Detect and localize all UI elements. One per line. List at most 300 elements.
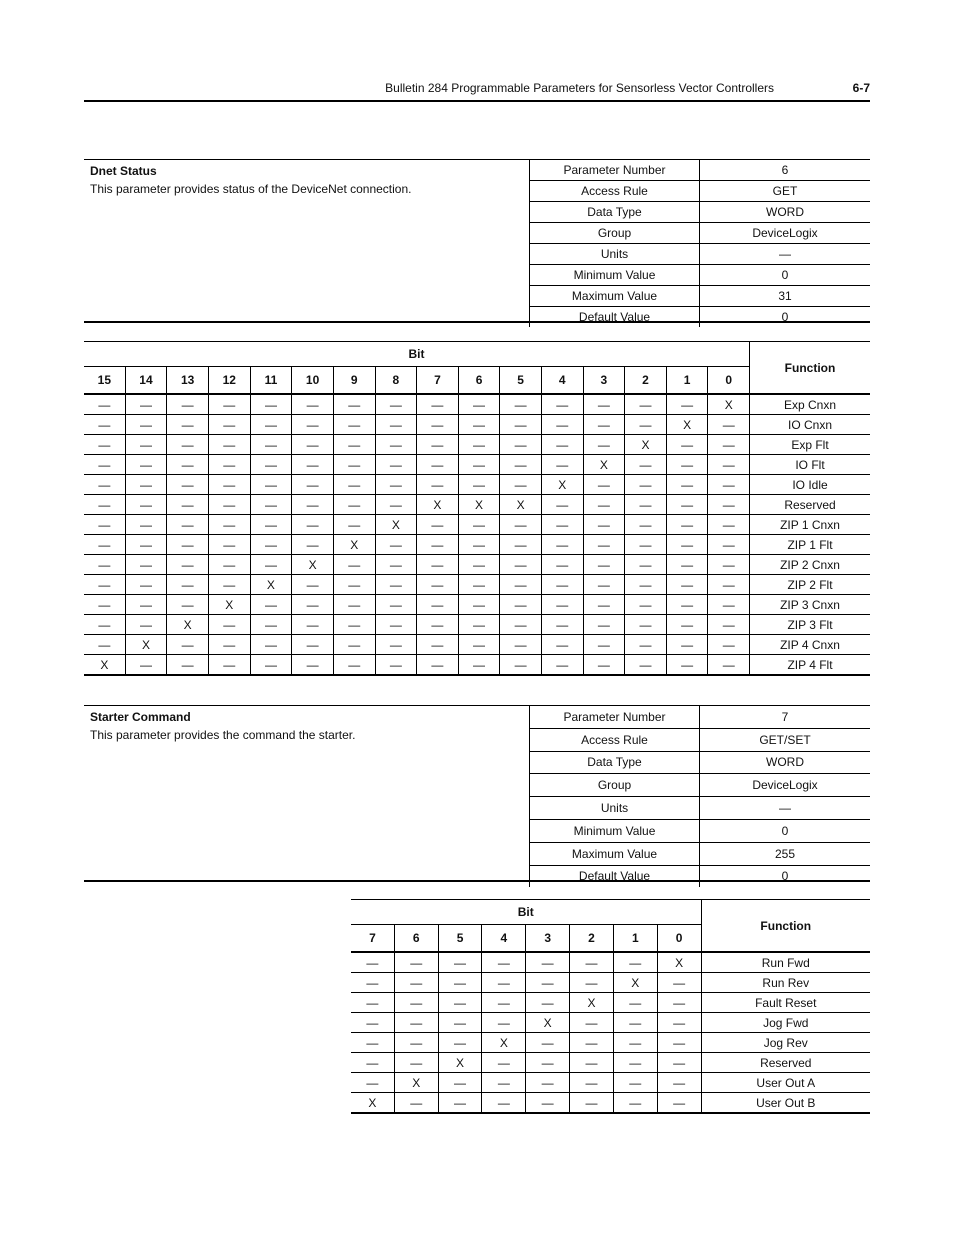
bit-clear-cell: — [333,415,375,435]
function-header: Function [750,342,871,395]
bit-clear-cell: — [625,515,667,535]
bit-set-cell: X [570,993,614,1013]
bit-clear-cell: — [500,535,542,555]
property-value: 255 [700,842,871,865]
table-row [84,635,870,655]
bit-clear-cell: — [657,1013,701,1033]
dnet-status-properties [529,160,870,327]
function-cell: Exp Cnxn [750,394,871,415]
bit-clear-cell: — [125,575,167,595]
bit-set-cell: X [666,415,708,435]
bit-clear-cell: — [500,455,542,475]
property-value: WORD [700,202,871,223]
bit-number-header: 6 [458,367,500,395]
bit-clear-cell: — [208,435,250,455]
bit-clear-cell: — [417,595,459,615]
bit-clear-cell: — [438,993,482,1013]
property-row [530,797,871,820]
bit-set-cell: X [657,952,701,973]
bit-clear-cell: — [438,1093,482,1114]
bit-clear-cell: — [541,575,583,595]
bit-clear-cell: — [541,515,583,535]
bit-clear-cell: — [625,555,667,575]
property-row [530,307,871,328]
bit-clear-cell: — [666,555,708,575]
bit-clear-cell: — [333,615,375,635]
function-cell: IO Cnxn [750,415,871,435]
bit-clear-cell: — [292,415,334,435]
bit-clear-cell: — [541,535,583,555]
bit-clear-cell: — [666,435,708,455]
bit-clear-cell: — [458,635,500,655]
bit-clear-cell: — [167,635,209,655]
bit-number-header: 13 [167,367,209,395]
property-label: Group [530,774,700,797]
bit-clear-cell: — [333,495,375,515]
bit-clear-cell: — [167,515,209,535]
bit-clear-cell: — [292,394,334,415]
bit-number-header: 2 [570,925,614,953]
table-row [351,993,870,1013]
property-label: Default Value [530,865,700,887]
bit-set-cell: X [375,515,417,535]
bit-clear-cell: — [613,1033,657,1053]
bit-clear-cell: — [657,993,701,1013]
bit-clear-cell: — [250,635,292,655]
bit-clear-cell: — [458,535,500,555]
bit-clear-cell: — [458,475,500,495]
bit-clear-cell: — [657,973,701,993]
bit-clear-cell: — [375,655,417,676]
table-row [84,655,870,676]
function-cell: User Out B [701,1093,870,1114]
bit-clear-cell: — [666,655,708,676]
property-row [530,865,871,887]
bit-clear-cell: — [292,435,334,455]
starter-command-block [84,705,870,882]
bit-set-cell: X [541,475,583,495]
bit-clear-cell: — [583,415,625,435]
bit-clear-cell: — [351,1073,394,1093]
property-value: DeviceLogix [700,223,871,244]
bit-clear-cell: — [250,475,292,495]
bit-clear-cell: — [500,575,542,595]
bit-clear-cell: — [625,475,667,495]
bit-clear-cell: — [708,515,750,535]
bit-clear-cell: — [722,657,735,672]
parameter-name: Starter Command [90,710,191,724]
bit-clear-cell: — [570,1013,614,1033]
bit-clear-cell: — [666,635,708,655]
bit-clear-cell: — [500,394,542,415]
bit-clear-cell: — [375,394,417,415]
bit-number-header: 4 [482,925,526,953]
bit-set-cell: X [708,394,750,415]
property-value: 31 [700,286,871,307]
table-row [84,575,870,595]
bit-clear-cell: — [167,575,209,595]
bit-clear-cell: — [125,455,167,475]
bit-clear-cell: — [458,615,500,635]
bit-clear-cell: — [394,993,438,1013]
bit-clear-cell: — [292,475,334,495]
bit-clear-cell: — [84,475,125,495]
function-cell: IO Idle [750,475,871,495]
bit-number-header: 6 [394,925,438,953]
bit-clear-cell: — [708,415,750,435]
bit-clear-cell: — [84,515,125,535]
bit-clear-cell: — [500,655,542,676]
bit-clear-cell: — [526,1053,570,1073]
bit-clear-cell: — [84,635,125,655]
table-row [84,555,870,575]
bit-set-cell: X [613,973,657,993]
bit-clear-cell: — [625,575,667,595]
function-cell: ZIP 4 Flt [750,655,871,676]
bit-number-header: 7 [351,925,394,953]
bit-clear-cell: — [292,655,334,676]
bit-clear-cell: — [333,435,375,455]
property-value: 0 [781,310,789,324]
bit-set-cell: X [438,1053,482,1073]
bit-clear-cell: — [541,415,583,435]
bit-clear-cell: — [417,575,459,595]
bit-clear-cell: — [500,635,542,655]
bit-clear-cell: — [167,495,209,515]
property-value: 6 [700,160,871,181]
property-label: Group [530,223,700,244]
bit-clear-cell: — [708,455,750,475]
bit-clear-cell: — [583,515,625,535]
dnet-status-description [90,164,520,196]
bit-clear-cell: — [125,495,167,515]
bit-clear-cell: — [250,415,292,435]
bit-clear-cell: — [292,595,334,615]
bit-clear-cell: — [292,615,334,635]
bit-clear-cell: — [125,475,167,495]
starter-command-description [90,710,520,742]
bit-clear-cell: — [375,535,417,555]
bit-set-cell: X [167,615,209,635]
bit-clear-cell: — [570,1053,614,1073]
property-value: 0 [700,819,871,842]
function-cell: ZIP 2 Flt [750,575,871,595]
bit-clear-cell: — [167,555,209,575]
bit-clear-cell: — [167,595,209,615]
table-row [84,475,870,495]
bit-clear-cell: — [125,515,167,535]
bit-clear-cell: — [208,615,250,635]
bit-clear-cell: — [333,515,375,535]
bit-number-header: 2 [625,367,667,395]
bit-clear-cell: — [666,535,708,555]
bit-clear-cell: — [673,1095,686,1110]
bit-clear-cell: — [417,475,459,495]
bit-clear-cell: — [125,535,167,555]
table-row [351,952,870,973]
property-row [530,774,871,797]
bit-clear-cell: — [84,415,125,435]
page-number: 6-7 [852,81,870,95]
bit-clear-cell: — [208,394,250,415]
bit-clear-cell: — [583,635,625,655]
bit-clear-cell: — [541,394,583,415]
bit-clear-cell: — [482,1073,526,1093]
property-value: 0 [781,869,789,884]
bit-clear-cell: — [570,1093,614,1114]
function-cell: IO Flt [750,455,871,475]
bit-clear-cell: — [625,595,667,615]
bit-clear-cell: — [583,595,625,615]
bit-clear-cell: — [333,575,375,595]
bit-clear-cell: — [570,952,614,973]
bit-clear-cell: — [583,555,625,575]
table-row [351,1073,870,1093]
property-row [530,842,871,865]
property-label: Access Rule [530,728,700,751]
bit-clear-cell: — [125,615,167,635]
bit-clear-cell: — [250,435,292,455]
bit-clear-cell: — [541,435,583,455]
bit-clear-cell: — [541,655,583,676]
bit-clear-cell: — [500,435,542,455]
bit-clear-cell: — [458,575,500,595]
bit-clear-cell: — [500,475,542,495]
property-row [530,728,871,751]
property-row [530,706,871,728]
bit-clear-cell: — [625,415,667,435]
bit-clear-cell: — [625,495,667,515]
function-cell: Reserved [750,495,871,515]
bit-set-cell: X [84,655,125,676]
bit-clear-cell: — [583,535,625,555]
bit-clear-cell: — [208,575,250,595]
bit-clear-cell: — [666,615,708,635]
bit-clear-cell: — [708,615,750,635]
bit-clear-cell: — [657,1073,701,1093]
bit-clear-cell: — [292,535,334,555]
bit-clear-cell: — [541,555,583,575]
bit-number-header: 3 [526,925,570,953]
bit-set-cell: X [482,1033,526,1053]
bit-clear-cell: — [394,1033,438,1053]
function-cell: Fault Reset [701,993,870,1013]
bit-clear-cell: — [583,394,625,415]
bit-clear-cell: — [333,635,375,655]
bit-set-cell: X [625,435,667,455]
bit-number-header: 0 [657,925,701,953]
bit-number-header: 14 [125,367,167,395]
property-value: 7 [700,706,871,728]
property-label: Parameter Number [530,706,700,728]
property-label: Minimum Value [530,819,700,842]
bit-clear-cell: — [625,455,667,475]
bit-clear-cell: — [613,1053,657,1073]
table-row [84,394,870,415]
bit-clear-cell: — [708,435,750,455]
bit-clear-cell: — [208,655,250,676]
bit-clear-cell: — [458,394,500,415]
bit-clear-cell: — [333,475,375,495]
function-cell: Reserved [701,1053,870,1073]
bit-clear-cell: — [583,575,625,595]
function-cell: Run Fwd [701,952,870,973]
starter-command-properties [529,706,870,887]
property-label: Maximum Value [530,286,700,307]
bit-clear-cell: — [500,595,542,615]
bit-clear-cell: — [458,515,500,535]
bit-clear-cell: — [666,595,708,615]
bit-clear-cell: — [417,555,459,575]
property-value: — [700,244,871,265]
bit-clear-cell: — [708,555,750,575]
bit-clear-cell: — [708,535,750,555]
bit-clear-cell: — [167,415,209,435]
bit-number-header: 3 [583,367,625,395]
bit-clear-cell: — [375,475,417,495]
bit-clear-cell: — [394,1093,438,1114]
bit-clear-cell: — [84,615,125,635]
property-label: Access Rule [530,181,700,202]
bit-clear-cell: — [375,595,417,615]
bit-clear-cell: — [500,515,542,535]
bit-clear-cell: — [250,615,292,635]
bit-clear-cell: — [375,455,417,475]
bit-clear-cell: — [482,973,526,993]
bit-clear-cell: — [526,952,570,973]
bit-clear-cell: — [351,1033,394,1053]
table-row [351,1093,870,1114]
bit-clear-cell: — [458,655,500,676]
bit-clear-cell: — [84,595,125,615]
bit-clear-cell: — [375,415,417,435]
bit-clear-cell: — [482,1093,526,1114]
bit-clear-cell: — [417,515,459,535]
property-value: 0 [700,265,871,286]
property-label: Data Type [530,202,700,223]
bit-clear-cell: — [208,455,250,475]
function-cell: ZIP 1 Flt [750,535,871,555]
bit-clear-cell: — [657,1033,701,1053]
property-label: Data Type [530,751,700,774]
table-row [84,435,870,455]
bit-clear-cell: — [208,495,250,515]
bit-clear-cell: — [666,575,708,595]
table-row [351,973,870,993]
table-row [351,1053,870,1073]
bit-number-header: 0 [708,367,750,395]
property-row [530,819,871,842]
bit-clear-cell: — [417,455,459,475]
property-label: Units [530,244,700,265]
bit-clear-cell: — [417,615,459,635]
table-row [84,595,870,615]
bit-set-cell: X [500,495,542,515]
bit-clear-cell: — [570,973,614,993]
bit-clear-cell: — [84,435,125,455]
bit-clear-cell: — [500,615,542,635]
bit-clear-cell: — [570,1073,614,1093]
function-cell: User Out A [701,1073,870,1093]
property-row [530,751,871,774]
table-row [84,515,870,535]
property-row [530,202,871,223]
bit-clear-cell: — [708,495,750,515]
property-value: WORD [700,751,871,774]
bit-clear-cell: — [167,475,209,495]
bit-number-header: 1 [666,367,708,395]
bit-clear-cell: — [438,1073,482,1093]
bit-clear-cell: — [351,993,394,1013]
bit-clear-cell: — [375,575,417,595]
bit-clear-cell: — [458,555,500,575]
bit-clear-cell: — [708,635,750,655]
bit-clear-cell: — [84,455,125,475]
function-cell: ZIP 3 Flt [750,615,871,635]
bit-set-cell: X [417,495,459,515]
bit-clear-cell: — [526,1093,570,1114]
property-label: Maximum Value [530,842,700,865]
bit-clear-cell: — [394,952,438,973]
bit-clear-cell: — [458,415,500,435]
bit-clear-cell: — [625,635,667,655]
bit-clear-cell: — [541,495,583,515]
property-value: — [700,797,871,820]
bit-clear-cell: — [394,1013,438,1033]
bit-clear-cell: — [458,595,500,615]
bit-number-header: 10 [292,367,334,395]
bit-clear-cell: — [541,615,583,635]
bit-clear-cell: — [333,455,375,475]
starter-command-bit-table [351,899,870,1114]
bit-clear-cell: — [167,394,209,415]
bit-clear-cell: — [250,595,292,615]
bit-clear-cell: — [125,655,167,676]
bit-header: Bit [517,905,534,919]
bit-clear-cell: — [458,455,500,475]
bit-clear-cell: — [458,435,500,455]
bit-clear-cell: — [666,495,708,515]
bit-clear-cell: — [375,555,417,575]
bit-set-cell: X [351,1093,394,1114]
bit-clear-cell: — [292,515,334,535]
bit-clear-cell: — [666,475,708,495]
bit-number-header: 8 [375,367,417,395]
bit-clear-cell: — [167,455,209,475]
bit-clear-cell: — [526,993,570,1013]
function-cell: Jog Fwd [701,1013,870,1033]
bit-clear-cell: — [250,455,292,475]
bit-clear-cell: — [167,435,209,455]
bit-set-cell: X [333,535,375,555]
bit-clear-cell: — [613,1013,657,1033]
bit-clear-cell: — [541,635,583,655]
bit-clear-cell: — [208,535,250,555]
bit-clear-cell: — [708,595,750,615]
bit-number-header: 12 [208,367,250,395]
table-row [84,535,870,555]
dnet-status-block [84,159,870,323]
bit-clear-cell: — [482,1053,526,1073]
bit-clear-cell: — [570,1033,614,1053]
property-value: GET [700,181,871,202]
bit-clear-cell: — [657,1053,701,1073]
bit-clear-cell: — [625,615,667,635]
property-label: Parameter Number [530,160,700,181]
bit-clear-cell: — [208,415,250,435]
bit-clear-cell: — [417,635,459,655]
bit-clear-cell: — [167,655,209,676]
